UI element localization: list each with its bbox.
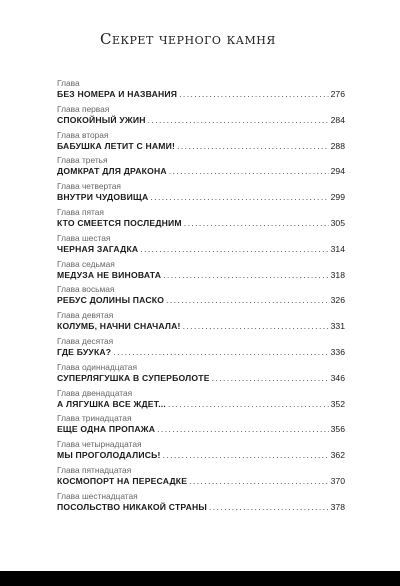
page-number: 336 [330,346,345,357]
chapter-title: РЕБУС ДОЛИНЫ ПАСКО [57,295,165,306]
toc-entry[interactable] [57,130,345,156]
toc-entry[interactable] [57,439,345,465]
chapter-label: Глава четвертая [57,181,121,192]
chapter-title: А ЛЯГУШКА ВСЕ ЖДЕТ... [57,398,166,409]
chapter-title: МЫ ПРОГОЛОДАЛИСЬ! [57,450,161,461]
chapter-label: Глава пятнадцатая [57,464,132,475]
page-number: 362 [330,450,345,461]
chapter-label: Глава шестнадцатая [57,490,138,501]
chapter-title: СПОКОЙНЫЙ УЖИН [57,114,146,125]
leader-dots [168,398,329,410]
chapter-title: СУПЕРЛЯГУШКА В СУПЕРБОЛОТЕ [57,372,210,383]
chapter-label: Глава пятая [57,206,104,217]
page-number: 346 [330,372,345,383]
chapter-label: Глава тринадцатая [57,413,132,424]
chapter-title: КОЛУМБ, НАЧНИ СНАЧАЛА! [57,321,181,332]
leader-dots [169,165,329,177]
chapter-label: Глава двенадцатая [57,387,133,398]
chapter-title: ЕЩЕ ОДНА ПРОПАЖА [57,424,156,435]
chapter-title: ЧЕРНАЯ ЗАГАДКА [57,243,139,254]
page-number: 318 [330,269,345,280]
page-number: 326 [330,295,345,306]
chapter-label: Глава четырнадцатая [57,439,142,450]
bottom-bar [0,571,400,586]
chapter-label: Глава вторая [57,129,109,140]
page-number: 331 [330,321,345,332]
toc-entry[interactable] [57,104,345,130]
chapter-label: Глава десятая [57,335,114,346]
leader-dots [209,501,329,513]
chapter-label: Глава восьмая [57,284,115,295]
chapter-title: БАБУШКА ЛЕТИТ С НАМИ! [57,140,176,151]
chapter-title: ГДЕ БУУКА? [57,346,112,357]
toc-entry[interactable] [57,362,345,388]
chapter-title: КТО СМЕЕТСЯ ПОСЛЕДНИМ [57,217,182,228]
toc-entry[interactable] [57,413,345,439]
toc-entry[interactable] [57,310,345,336]
leader-dots [184,217,329,229]
page-number: 314 [330,243,345,254]
chapter-title: КОСМОПОРТ НА ПЕРЕСАДКЕ [57,475,188,486]
chapter-title: ДОМКРАТ ДЛЯ ДРАКОНА [57,166,167,177]
leader-dots [157,423,329,435]
chapter-label: Глава одиннадцатая [57,361,137,372]
toc-entry[interactable] [57,155,345,181]
toc-entry[interactable] [57,207,345,233]
chapter-title: ПОСОЛЬСТВО НИКАКОЙ СТРАНЫ [57,501,207,512]
toc-entry[interactable] [57,233,345,259]
leader-dots [189,475,328,487]
chapter-title: ВНУТРИ ЧУДОВИЩА [57,192,149,203]
page-number: 299 [330,192,345,203]
page-number: 294 [330,166,345,177]
chapter-label: Глава [57,78,80,88]
page-number: 356 [330,424,345,435]
page-number: 284 [330,114,345,125]
leader-dots [183,320,329,332]
table-of-contents [57,78,345,517]
chapter-label: Глава шестая [57,232,111,243]
page-number: 305 [330,217,345,228]
book-title: Секрет черного камня [100,30,276,48]
leader-dots [163,449,329,461]
page-number: 288 [330,140,345,151]
chapter-title: МЕДУЗА НЕ ВИНОВАТА [57,269,162,280]
leader-dots [177,140,329,152]
toc-entry[interactable] [57,388,345,414]
leader-dots [166,294,329,306]
toc-entry[interactable] [57,78,345,104]
leader-dots [179,88,329,100]
toc-entry[interactable] [57,465,345,491]
toc-entry[interactable] [57,181,345,207]
page-number: 276 [330,89,345,99]
chapter-title: БЕЗ НОМЕРА И НАЗВАНИЯ [57,89,178,99]
page-number: 352 [330,398,345,409]
toc-entry[interactable] [57,491,345,517]
chapter-label: Глава седьмая [57,258,115,269]
chapter-label: Глава девятая [57,310,114,321]
leader-dots [140,243,328,255]
page-number: 370 [330,475,345,486]
toc-entry[interactable] [57,336,345,362]
leader-dots [148,114,329,126]
chapter-label: Глава первая [57,103,110,114]
page-number: 378 [330,501,345,512]
leader-dots [212,372,329,384]
toc-entry[interactable] [57,259,345,285]
toc-entry[interactable] [57,284,345,310]
chapter-label: Глава третья [57,155,108,166]
leader-dots [163,269,329,281]
leader-dots [150,191,328,203]
leader-dots [113,346,328,358]
